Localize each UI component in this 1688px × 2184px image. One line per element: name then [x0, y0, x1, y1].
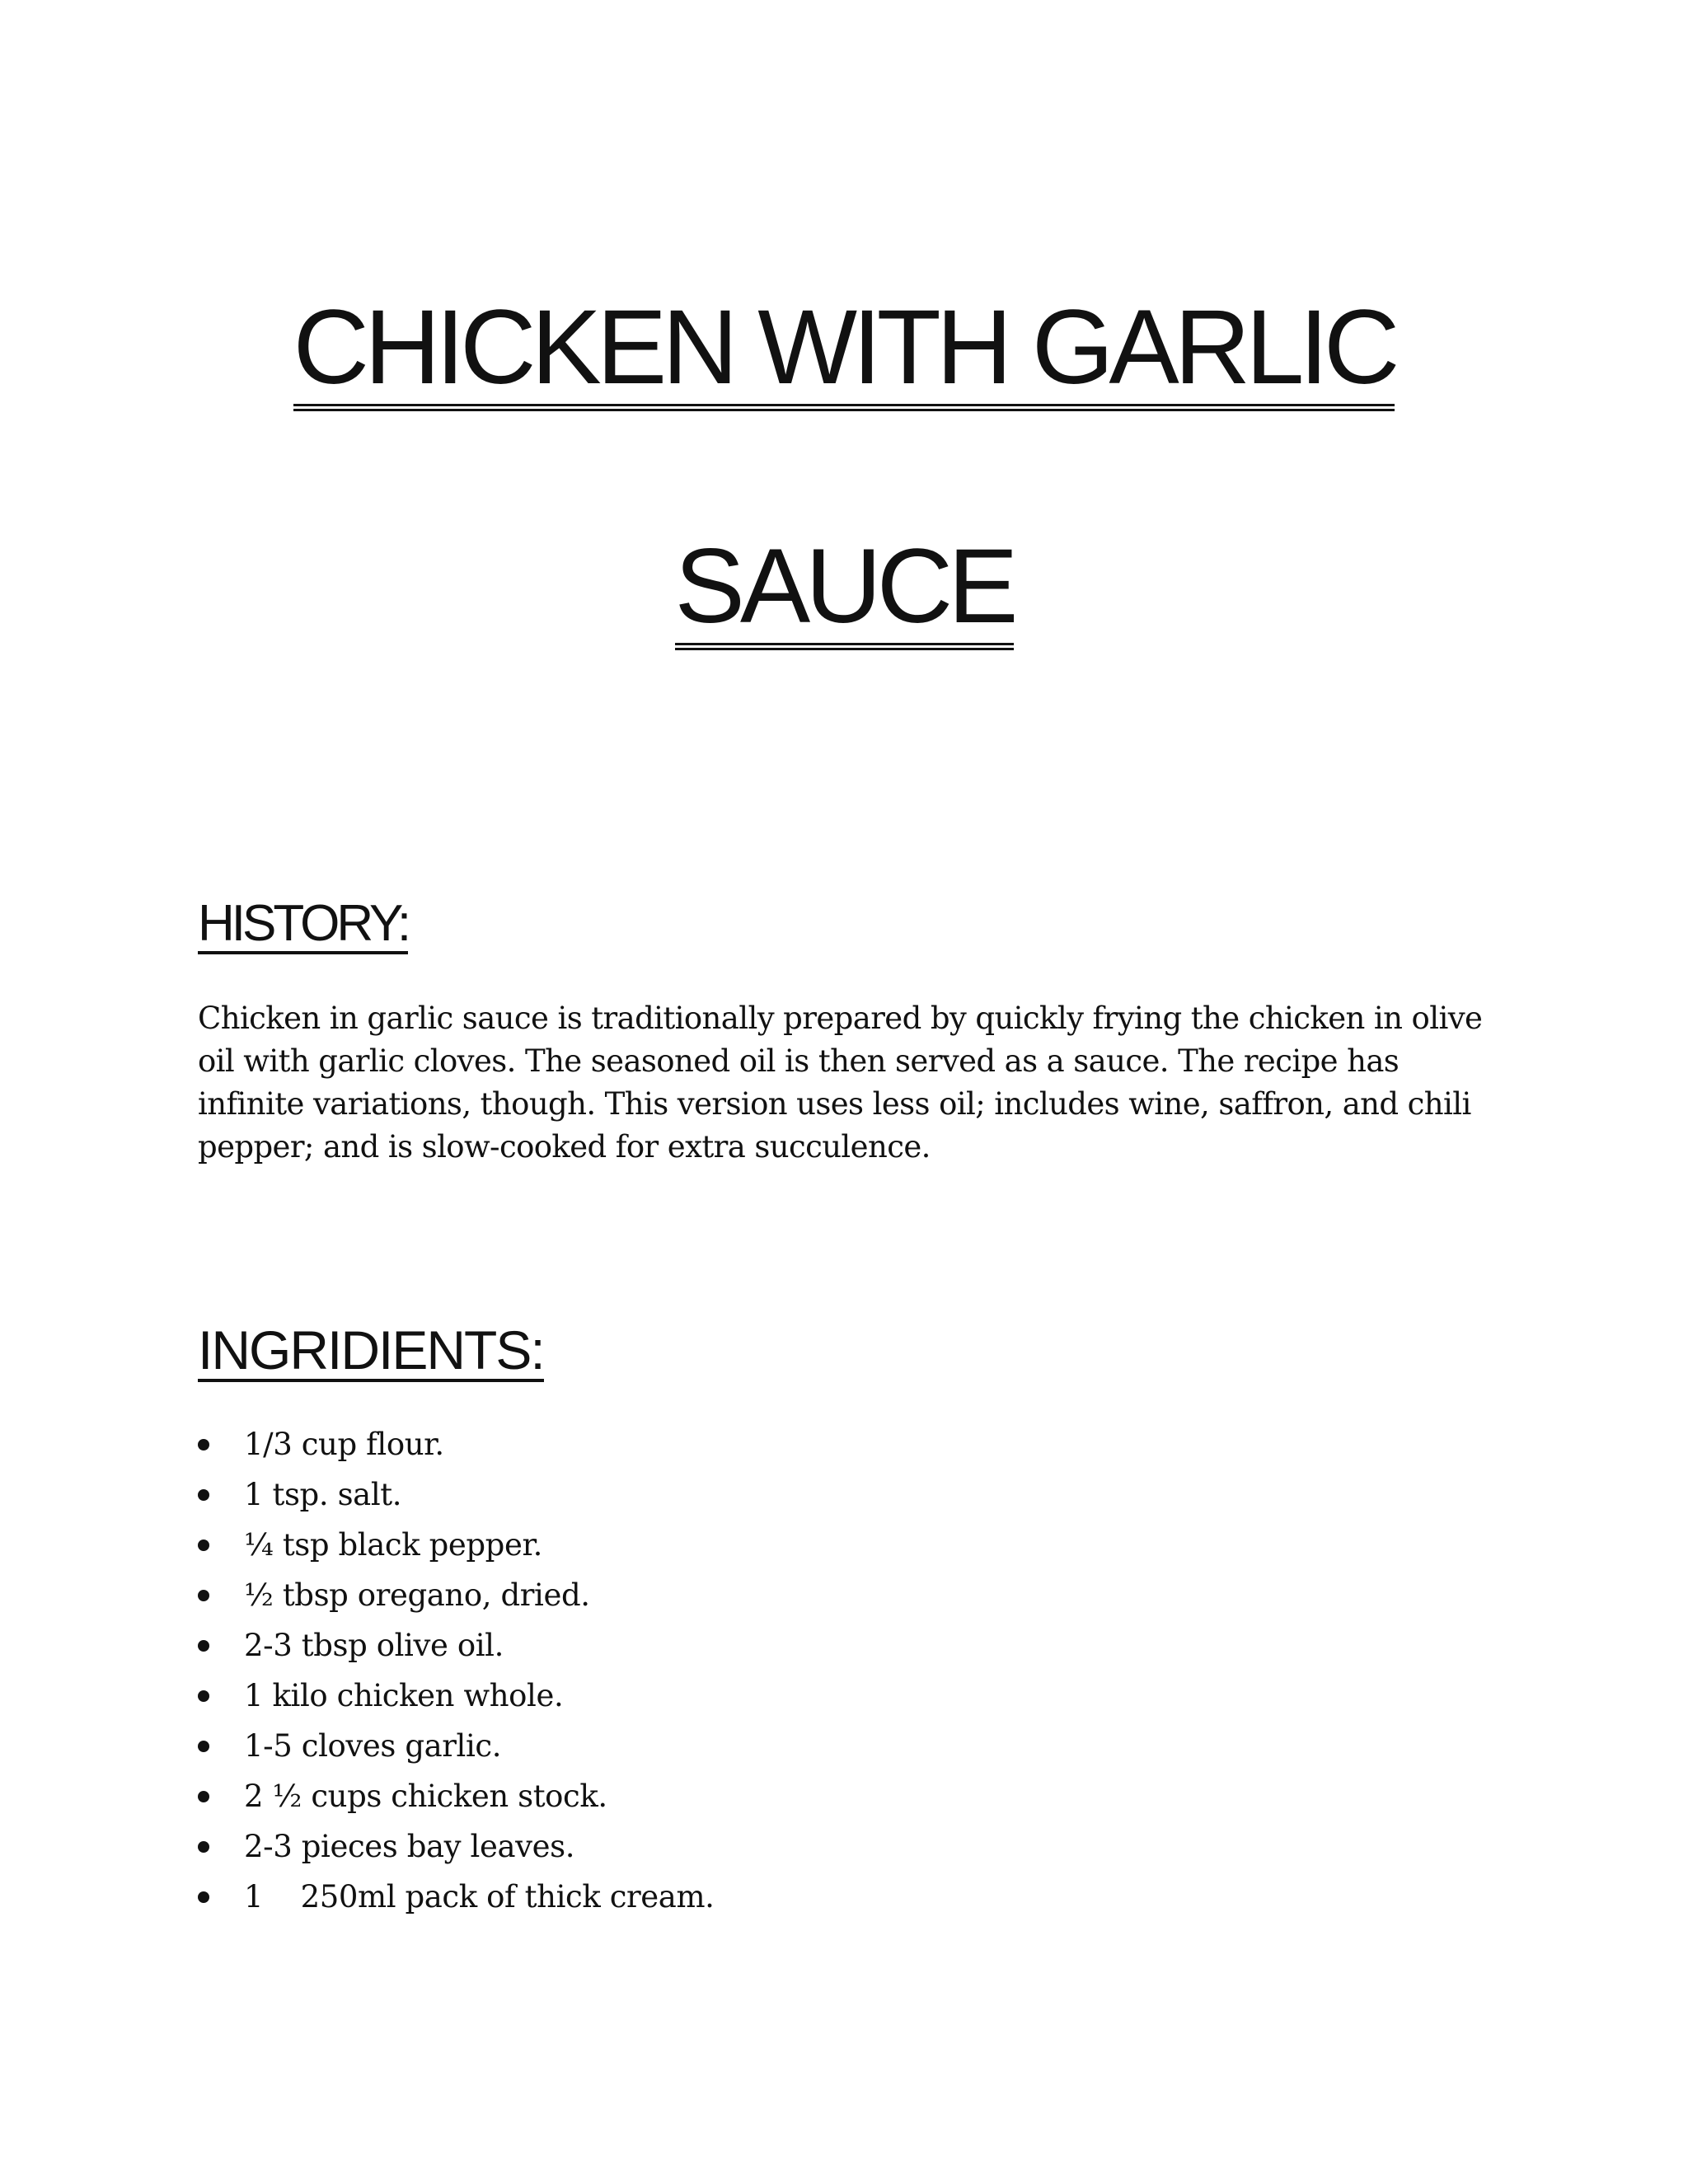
ingredient-text: 1 tsp. salt. — [244, 1477, 402, 1512]
bullet-icon — [198, 1690, 209, 1702]
ingredients-heading — [198, 1319, 544, 1382]
list-item — [198, 1671, 715, 1721]
list-item — [198, 1872, 715, 1922]
list-item — [198, 1821, 715, 1872]
ingredient-text: 1 250ml pack of thick cream. — [244, 1879, 715, 1915]
ingredient-text: 1 kilo chicken whole. — [244, 1678, 564, 1713]
bullet-icon — [198, 1590, 209, 1601]
page-title-line-2 — [0, 527, 1688, 650]
list-item — [198, 1620, 715, 1671]
bullet-icon — [198, 1540, 209, 1551]
list-item — [198, 1520, 715, 1570]
list-item — [198, 1469, 715, 1520]
history-heading — [198, 895, 409, 954]
ingredient-text: 2 ½ cups chicken stock. — [244, 1779, 607, 1814]
page-title-line-1 — [0, 288, 1688, 411]
bullet-icon — [198, 1891, 209, 1903]
ingredients-list — [198, 1419, 715, 1922]
bullet-icon — [198, 1489, 209, 1501]
ingredient-text: 1/3 cup flour. — [244, 1427, 444, 1462]
list-item — [198, 1419, 715, 1469]
list-item — [198, 1570, 715, 1620]
ingredient-text: 2-3 pieces bay leaves. — [244, 1829, 575, 1864]
title-text-1: CHICKEN WITH GARLIC — [293, 295, 1395, 411]
history-paragraph: Chicken in garlic sauce is traditionally prepared by quickly frying the chicken in olive oil with garlic cloves. The seasoned oil is then served as a sauce. The recipe has infinite variations, though. This version uses less oil; includes wine, saffron, and chili pepper; and is slow-cooked for extra succulence. — [198, 1001, 1483, 1165]
ingredient-text: 2-3 tbsp olive oil. — [244, 1628, 504, 1663]
ingredient-text: ½ tbsp oregano, dried. — [244, 1577, 590, 1613]
bullet-icon — [198, 1439, 209, 1451]
bullet-icon — [198, 1791, 209, 1802]
ingredient-text: 1-5 cloves garlic. — [244, 1728, 502, 1764]
title-text-2: SAUCE — [675, 534, 1014, 650]
ingredients-heading-text: INGRIDIENTS: — [198, 1319, 544, 1380]
ingredient-text: ¼ tsp black pepper. — [244, 1527, 543, 1563]
bullet-icon — [198, 1741, 209, 1752]
bullet-icon — [198, 1841, 209, 1853]
list-item — [198, 1771, 715, 1821]
bullet-icon — [198, 1640, 209, 1652]
history-heading-text: HISTORY: — [198, 898, 408, 954]
list-item — [198, 1721, 715, 1771]
